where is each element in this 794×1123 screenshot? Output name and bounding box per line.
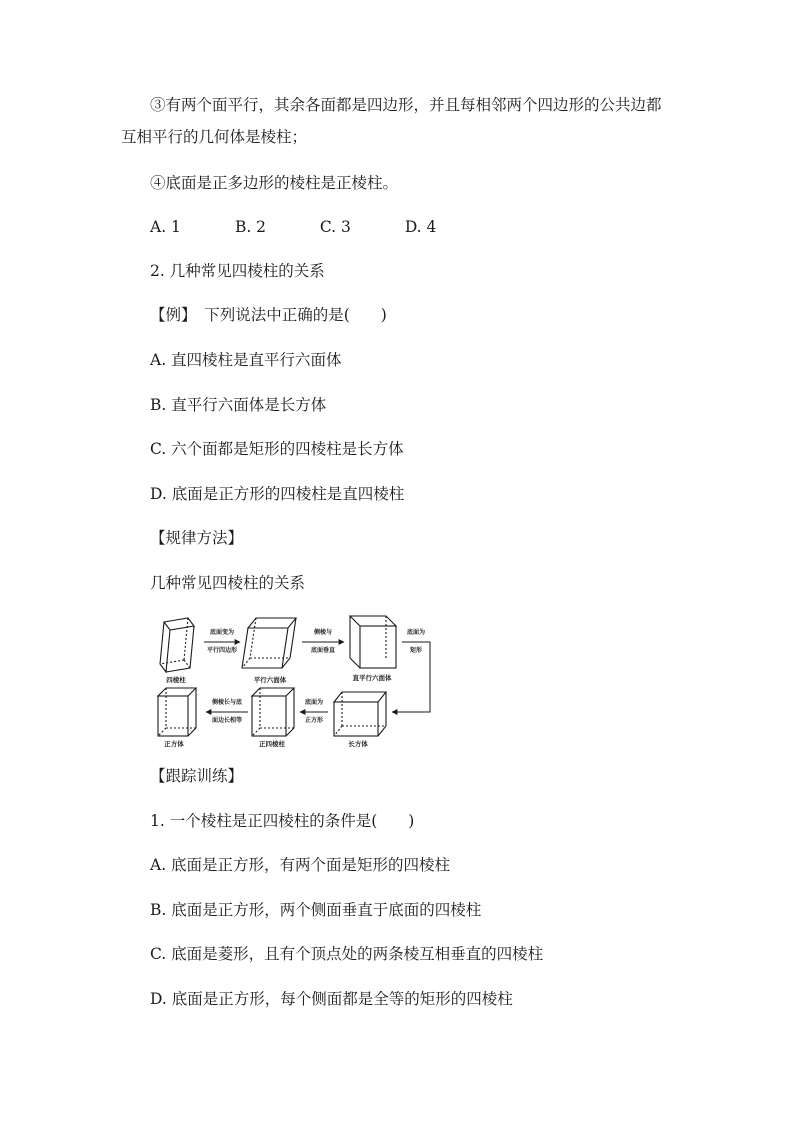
answer-options-1 (150, 216, 436, 238)
example-heading: 【例】 下列说法中正确的是( ) (150, 306, 387, 324)
cuboid-shape (334, 692, 386, 736)
edge-label-2a: 侧棱与 (313, 629, 333, 636)
example-option-b: B. 直平行六面体是长方体 (150, 396, 327, 414)
paragraph-3-line-2: 互相平行的几何体是棱柱； (121, 128, 308, 146)
option-a: A. 1 (150, 218, 181, 236)
node-label-cuboid: 长方体 (348, 740, 368, 748)
paragraph-4: ④底面是正多边形的棱柱是正棱柱。 (150, 174, 399, 192)
right-parallelepiped-shape (350, 616, 396, 668)
tracking-heading: 【跟踪训练】 (150, 767, 244, 785)
node-label-right-parallelepiped: 直平行六面体 (352, 674, 392, 682)
option-b: B. 2 (234, 218, 267, 236)
oblique-prism-shape (160, 618, 194, 672)
edge-label-4b: 正方形 (304, 717, 324, 724)
example-option-d: D. 底面是正方形的四棱柱是直四棱柱 (150, 485, 405, 503)
edge-label-1a: 底面变为 (209, 629, 235, 636)
edge-label-3a: 底面为 (406, 629, 426, 636)
edge-label-2b: 底面垂直 (310, 647, 336, 654)
prism-relationship-diagram (150, 612, 450, 748)
example-option-a: A. 直四棱柱是直平行六面体 (150, 351, 342, 369)
edge-label-5a: 侧棱长与底 (211, 699, 243, 706)
regular-square-prism-shape (252, 688, 294, 736)
paragraph-3-line-1: ③有两个面平行，其余各面都是四边形，并且每相邻两个四边形的公共边都 (150, 96, 662, 114)
question-1-option-c: C. 底面是菱形，且有个顶点处的两条棱互相垂直的四棱柱 (150, 945, 544, 963)
question-1-heading: 1. 一个棱柱是正四棱柱的条件是( ) (150, 812, 415, 830)
node-label-regular-square-prism: 正四棱柱 (259, 740, 285, 748)
section-2-heading: 2. 几种常见四棱柱的关系 (150, 262, 325, 280)
edge-label-4a: 底面为 (304, 699, 324, 706)
question-1-option-a: A. 底面是正方形，有两个面是矩形的四棱柱 (150, 856, 451, 874)
edge-label-1b: 平行四边形 (206, 647, 238, 654)
method-heading: 【规律方法】 (150, 529, 244, 547)
node-label-parallelepiped: 平行六面体 (253, 676, 287, 684)
example-option-c: C. 六个面都是矩形的四棱柱是长方体 (150, 440, 404, 458)
question-1-option-d: D. 底面是正方形，每个侧面都是全等的矩形的四棱柱 (150, 990, 513, 1008)
option-c: C. 3 (319, 218, 351, 236)
question-1-option-b: B. 底面是正方形，两个侧面垂直于底面的四棱柱 (150, 901, 482, 919)
cube-shape (158, 688, 196, 736)
node-label-prism: 四棱柱 (166, 676, 186, 684)
parallelepiped-shape (242, 618, 296, 668)
option-d: D. 4 (404, 218, 437, 236)
method-text: 几种常见四棱柱的关系 (150, 574, 306, 592)
edge-label-3b: 矩形 (409, 647, 423, 654)
node-label-cube: 正方体 (164, 740, 184, 748)
edge-label-5b: 面边长相等 (211, 717, 243, 724)
